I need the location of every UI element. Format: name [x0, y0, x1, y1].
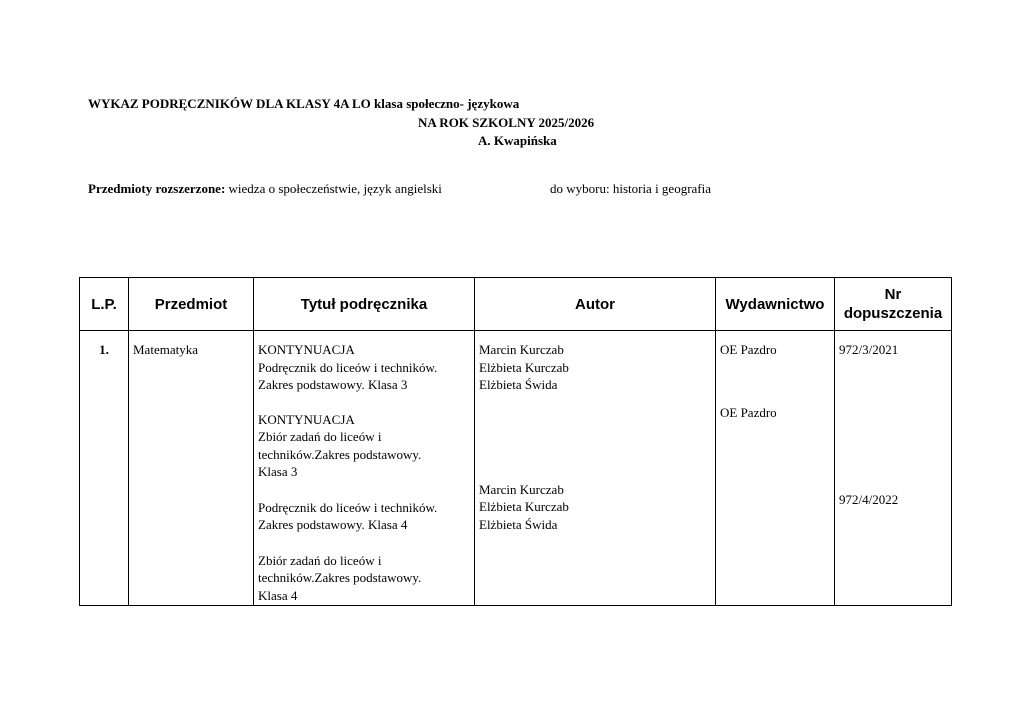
textbook-table	[79, 277, 952, 606]
row-subject: Matematyka	[129, 331, 254, 606]
extended-subjects-label: Przedmioty rozszerzone:	[88, 181, 226, 196]
extended-subjects	[88, 181, 442, 197]
approval-number: 972/4/2022	[839, 491, 899, 507]
header-lp: L.P.	[80, 278, 129, 331]
document-title: WYKAZ PODRĘCZNIKÓW DLA KLASY 4A LO klasa społeczno- językowa	[88, 96, 520, 111]
row-publishers	[716, 331, 835, 606]
header-publisher: Wydawnictwo	[716, 278, 835, 331]
textbook-title: KONTYNUACJA Zbiór zadań do liceów i techników.Zakres podstawowy. Klasa 3	[258, 411, 422, 479]
row-approvals	[835, 331, 952, 606]
row-lp: 1.	[80, 331, 129, 606]
textbook-title: KONTYNUACJA Podręcznik do liceów i techników. Zakres podstawowy. Klasa 3	[258, 342, 438, 392]
textbook-title: Podręcznik do liceów i techników. Zakres podstawowy. Klasa 4	[258, 499, 438, 532]
header-subject: Przedmiot	[129, 278, 254, 331]
header-author: Autor	[475, 278, 716, 331]
row-titles	[254, 331, 475, 606]
extended-subjects-value: wiedza o społeczeństwie, język angielski	[225, 181, 442, 196]
author-list: Marcin Kurczab Elżbieta Kurczab Elżbieta Świda	[479, 342, 569, 392]
header-approval-number: Nr dopuszczenia	[835, 278, 952, 331]
header-title: Tytuł podręcznika	[254, 278, 475, 331]
publisher: OE Pazdro	[720, 404, 777, 420]
row-authors	[475, 331, 716, 606]
teacher-name: A. Kwapińska	[478, 133, 557, 148]
elective-subjects: do wyboru: historia i geografia	[550, 181, 712, 196]
publisher: OE Pazdro	[720, 342, 777, 357]
table-row	[80, 331, 952, 606]
school-year: NA ROK SZKOLNY 2025/2026	[418, 115, 595, 130]
author-list: Marcin Kurczab Elżbieta Kurczab Elżbieta Świda	[479, 481, 569, 532]
table-header-row	[80, 278, 952, 331]
textbook-title: Zbiór zadań do liceów i techników.Zakres podstawowy. Klasa 4	[258, 552, 422, 603]
approval-number: 972/3/2021	[839, 342, 899, 357]
